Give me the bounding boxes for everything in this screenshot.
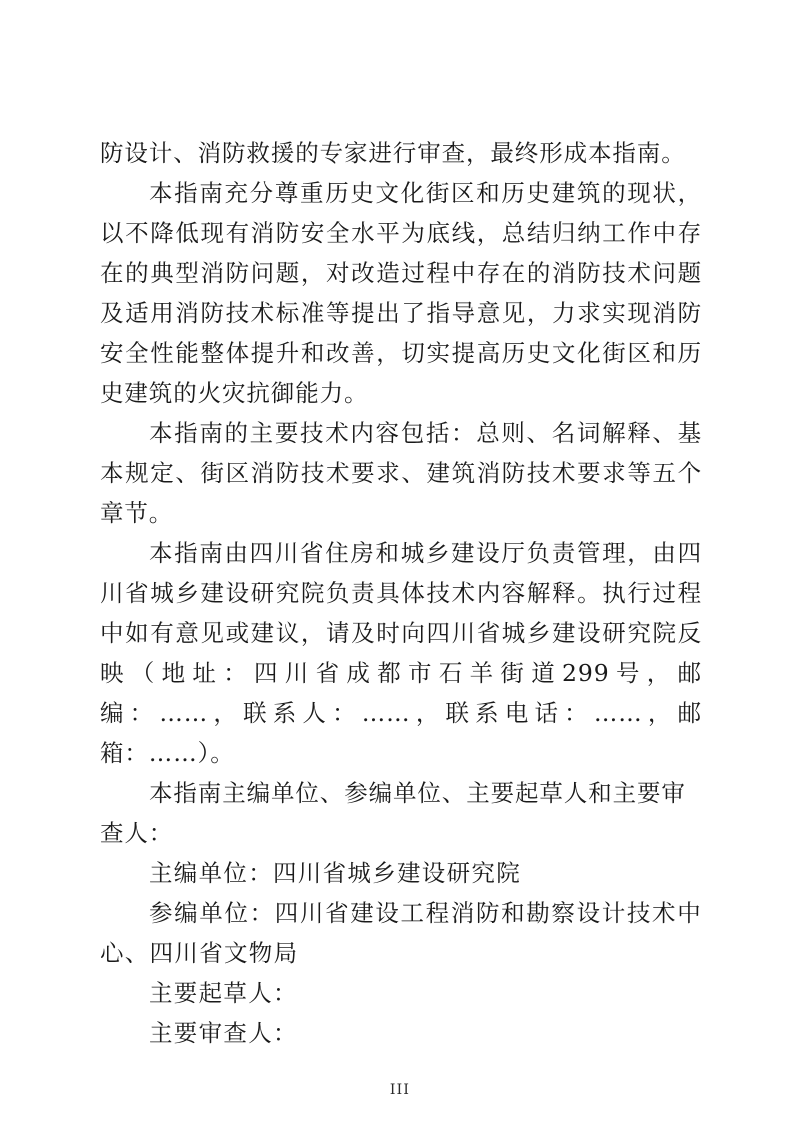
page-body-text — [100, 133, 702, 1053]
paragraph-participating-units: 参编单位：四川省建设工程消防和勘察设计技术中心、四川省文物局 — [100, 899, 702, 967]
paragraph-main-drafters: 主要起草人： — [149, 979, 298, 1007]
paragraph-respect-status-quo: 本指南充分尊重历史文化街区和历史建筑的现状，以不降低现有消防安全水平为底线，总结归纳工作中存在的典型消防问题，对改造过程中存在的消防技术问题及适用消防技术标准等提出了指导意见，力求实现消防安全性能整体提升和改善，切实提高历史文化街区和历史建筑的火灾抗御能力。 — [100, 179, 702, 407]
paragraph-chief-editor-unit: 主编单位：四川省城乡建设研究院 — [149, 859, 521, 887]
paragraph-main-reviewers: 主要审查人： — [149, 1019, 298, 1047]
page-number: III — [389, 1082, 411, 1098]
paragraph-administration: 本指南由四川省住房和城乡建设厅负责管理，由四川省城乡建设研究院负责具体技术内容解释。执行过程中如有意见或建议，请及时向四川省城乡建设研究院反映（地址：四川省成都市石羊街道299号，邮编：……，联系人：……，联系电话：……，邮箱：……）。 — [100, 539, 702, 767]
paragraph-continuation: 防设计、消防救援的专家进行审查，最终形成本指南。 — [100, 139, 686, 167]
paragraph-units-intro: 本指南主编单位、参编单位、主要起草人和主要审查人： — [100, 779, 686, 847]
paragraph-main-contents: 本指南的主要技术内容包括：总则、名词解释、基本规定、街区消防技术要求、建筑消防技术要求等五个章节。 — [100, 419, 702, 527]
